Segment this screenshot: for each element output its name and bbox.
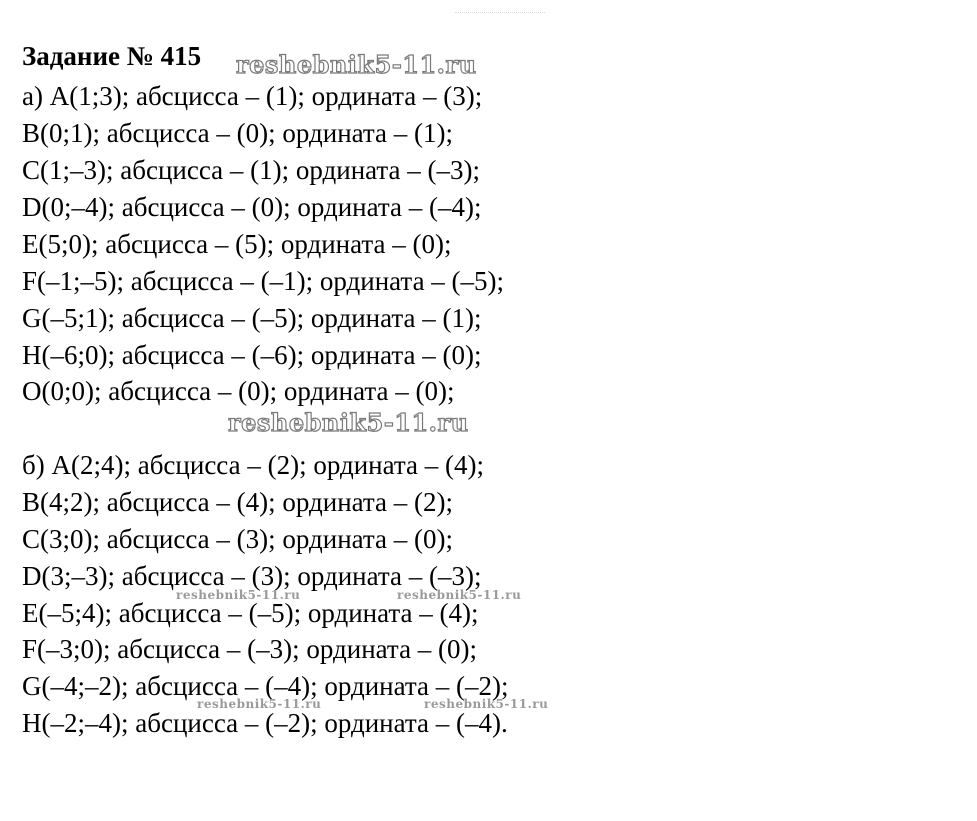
answer-line-a-9: O(0;0); абсцисса – (0); ордината – (0); <box>22 376 455 406</box>
answer-line-a-1: а) A(1;3); абсцисса – (1); ордината – (3); <box>22 81 483 111</box>
watermark: reshebnik5-11.ru <box>197 697 322 711</box>
answer-line-b-4: D(3;–3); абсцисса – (3); ордината – (–3); <box>22 561 482 591</box>
answer-line-b-2: B(4;2); абсцисса – (4); ордината – (2); <box>22 487 454 517</box>
watermark: reshebnik5-11.ru <box>228 408 469 437</box>
answer-line-a-3: C(1;–3); абсцисса – (1); ордината – (–3); <box>22 155 481 185</box>
watermark: reshebnik5-11.ru <box>176 588 301 602</box>
answer-line-a-2: B(0;1); абсцисса – (0); ордината – (1); <box>22 118 454 148</box>
watermark: reshebnik5-11.ru <box>424 697 549 711</box>
answer-line-b-8: H(–2;–4); абсцисса – (–2); ордината – (–4). <box>22 708 508 738</box>
answer-line-a-8: H(–6;0); абсцисса – (–6); ордината – (0); <box>22 340 482 370</box>
answer-line-b-1: б) A(2;4); абсцисса – (2); ордината – (4); <box>22 450 484 480</box>
answer-line-a-5: E(5;0); абсцисса – (5); ордината – (0); <box>22 229 452 259</box>
answer-line-b-7: G(–4;–2); абсцисса – (–4); ордината – (–2); <box>22 671 509 701</box>
answer-line-b-5: E(–5;4); абсцисса – (–5); ордината – (4); <box>22 598 479 628</box>
answer-line-a-6: F(–1;–5); абсцисса – (–1); ордината – (–5); <box>22 266 505 296</box>
answer-line-a-7: G(–5;1); абсцисса – (–5); ордината – (1); <box>22 303 482 333</box>
answer-line-b-6: F(–3;0); абсцисса – (–3); ордината – (0); <box>22 634 478 664</box>
watermark: reshebnik5-11.ru <box>236 50 477 79</box>
answer-line-a-4: D(0;–4); абсцисса – (0); ордината – (–4); <box>22 192 482 222</box>
top-decoration <box>455 12 545 19</box>
task-title: Задание № 415 <box>22 41 202 71</box>
watermark: reshebnik5-11.ru <box>397 588 522 602</box>
answer-line-b-3: C(3;0); абсцисса – (3); ордината – (0); <box>22 524 454 554</box>
